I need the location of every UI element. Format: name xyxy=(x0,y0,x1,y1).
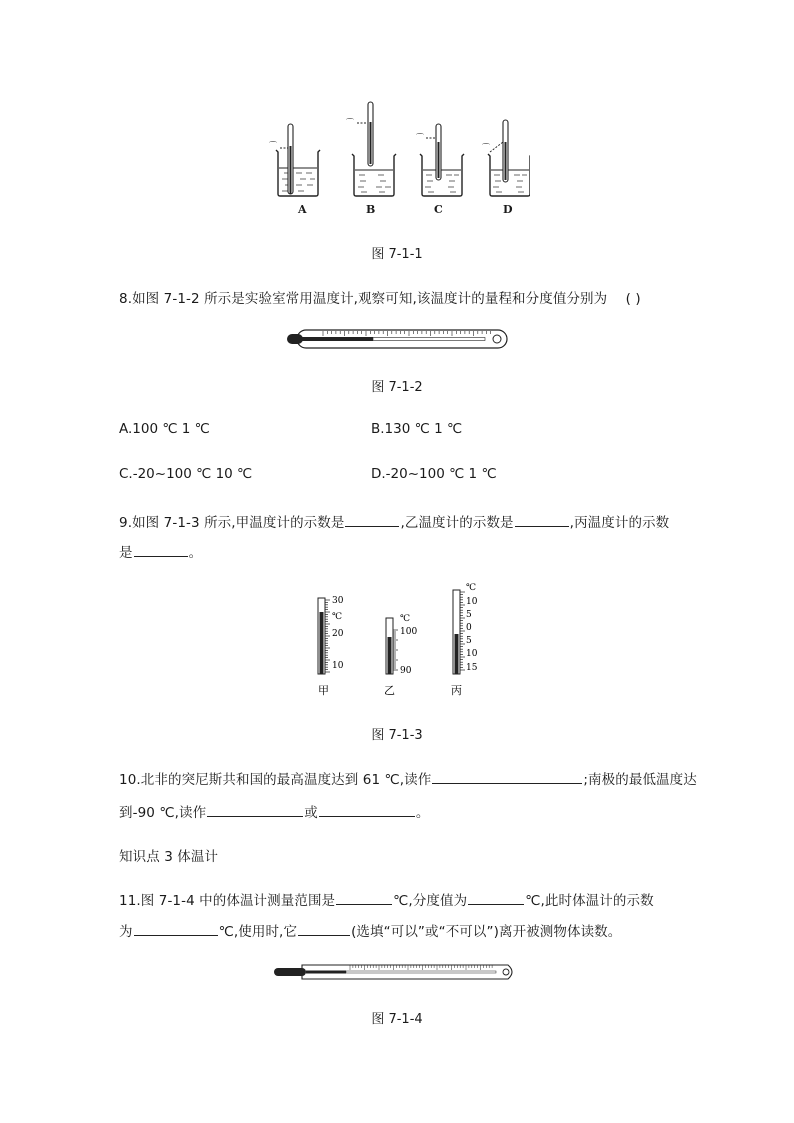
question-10-text-4: 或 xyxy=(304,805,318,821)
beaker-c xyxy=(416,124,464,196)
question-11-line-2 xyxy=(119,920,621,940)
label-yi: 乙 xyxy=(384,684,395,697)
clinical-thermometer-figure xyxy=(272,961,522,983)
jia-tick-30: 30 xyxy=(332,596,344,606)
answer-blank-bing[interactable] xyxy=(134,544,188,557)
label-jia: 甲 xyxy=(318,684,329,697)
option-a[interactable]: A.100 ℃ 1 ℃ xyxy=(119,421,210,437)
svg-text:⌒: ⌒ xyxy=(269,141,277,150)
bing-tick-neg10: 10 xyxy=(466,649,478,659)
answer-blank-yi[interactable] xyxy=(515,514,569,527)
beaker-b xyxy=(346,102,396,196)
svg-text:⌒: ⌒ xyxy=(482,143,490,152)
question-11-text-1: 11.图 7-1-4 中的体温计测量范围是 xyxy=(119,893,336,909)
answer-blank-61[interactable] xyxy=(432,771,582,784)
answer-blank-neg90-a[interactable] xyxy=(207,804,303,817)
lab-thermometer-figure xyxy=(283,327,513,351)
beaker-d xyxy=(482,120,530,196)
yi-tick-90: 90 xyxy=(400,666,412,676)
question-8-text: 8.如图 7-1-2 所示是实验室常用温度计,观察可知,该温度计的量程和分度值分别为 xyxy=(119,291,608,307)
figure-7-1-1 xyxy=(260,98,530,220)
svg-text:⌒: ⌒ xyxy=(346,118,354,127)
option-c[interactable]: C.-20~100 ℃ 10 ℃ xyxy=(119,466,253,482)
bing-tick-5: 5 xyxy=(466,610,472,620)
question-10-text-2: ;南极的最低温度达 xyxy=(583,772,697,788)
bing-tick-neg5: 5 xyxy=(466,636,472,646)
question-11-text-3: ℃,此时体温计的示数 xyxy=(525,893,654,909)
question-11-text-5: ℃,使用时,它 xyxy=(218,924,298,940)
thermometer-yi xyxy=(386,614,417,676)
answer-blank-range[interactable] xyxy=(336,892,392,905)
question-11-line-1 xyxy=(119,889,654,909)
question-9-text-4: 是 xyxy=(119,545,133,561)
figure-caption-7-1-4: 图 7-1-4 xyxy=(371,1012,423,1027)
beaker-a xyxy=(269,124,320,196)
jia-unit: ℃ xyxy=(332,612,343,622)
bing-tick-neg15: 15 xyxy=(466,663,478,673)
question-8-answer-paren: ( ) xyxy=(625,291,641,307)
yi-unit: ℃ xyxy=(400,614,411,624)
figure-caption-7-1-3: 图 7-1-3 xyxy=(371,728,423,743)
question-10-text-3: 到-90 ℃,读作 xyxy=(119,805,207,821)
bing-tick-0: 0 xyxy=(466,623,472,633)
answer-blank-neg90-b[interactable] xyxy=(319,804,415,817)
question-11-text-4: 为 xyxy=(119,924,133,940)
figure-label-b: B xyxy=(366,203,376,216)
yi-tick-100: 100 xyxy=(400,627,418,637)
answer-blank-division[interactable] xyxy=(468,892,524,905)
option-b[interactable]: B.130 ℃ 1 ℃ xyxy=(371,421,463,437)
section-heading: 知识点 3 体温计 xyxy=(119,849,219,865)
question-9-text-5: 。 xyxy=(188,545,203,561)
question-10-text-1: 10.北非的突尼斯共和国的最高温度达到 61 ℃,读作 xyxy=(119,772,432,788)
figure-caption-7-1-1: 图 7-1-1 xyxy=(371,247,423,262)
option-d[interactable]: D.-20~100 ℃ 1 ℃ xyxy=(371,466,497,482)
figure-label-d: D xyxy=(503,203,513,216)
question-8 xyxy=(119,287,641,307)
bing-unit: ℃ xyxy=(466,583,477,593)
figure-7-1-3 xyxy=(308,582,494,702)
question-9-text-1: 9.如图 7-1-3 所示,甲温度计的示数是 xyxy=(119,515,345,531)
thermometer-jia xyxy=(318,596,344,674)
jia-tick-20: 20 xyxy=(332,629,344,639)
answer-blank-can-leave[interactable] xyxy=(298,923,350,936)
bing-tick-10: 10 xyxy=(466,597,478,607)
question-11-text-2: ℃,分度值为 xyxy=(393,893,468,909)
question-9-text-2: ,乙温度计的示数是 xyxy=(400,515,514,531)
question-10-text-5: 。 xyxy=(415,805,430,821)
question-9-text-3: ,丙温度计的示数 xyxy=(569,515,670,531)
answer-blank-reading[interactable] xyxy=(134,923,218,936)
question-9-line-2 xyxy=(119,541,202,561)
figure-label-a: A xyxy=(298,203,307,216)
question-10-line-2 xyxy=(119,801,429,821)
jia-tick-10: 10 xyxy=(332,661,344,671)
svg-text:⌒: ⌒ xyxy=(416,133,424,142)
thermometer-bing xyxy=(453,583,478,674)
question-9-line-1 xyxy=(119,511,669,531)
label-bing: 丙 xyxy=(451,684,462,697)
figure-label-c: C xyxy=(434,203,443,216)
question-10-line-1 xyxy=(119,768,697,788)
answer-blank-jia[interactable] xyxy=(345,514,399,527)
figure-caption-7-1-2: 图 7-1-2 xyxy=(371,380,423,395)
question-11-text-6: (选填“可以”或“不可以”)离开被测物体读数。 xyxy=(351,924,622,940)
